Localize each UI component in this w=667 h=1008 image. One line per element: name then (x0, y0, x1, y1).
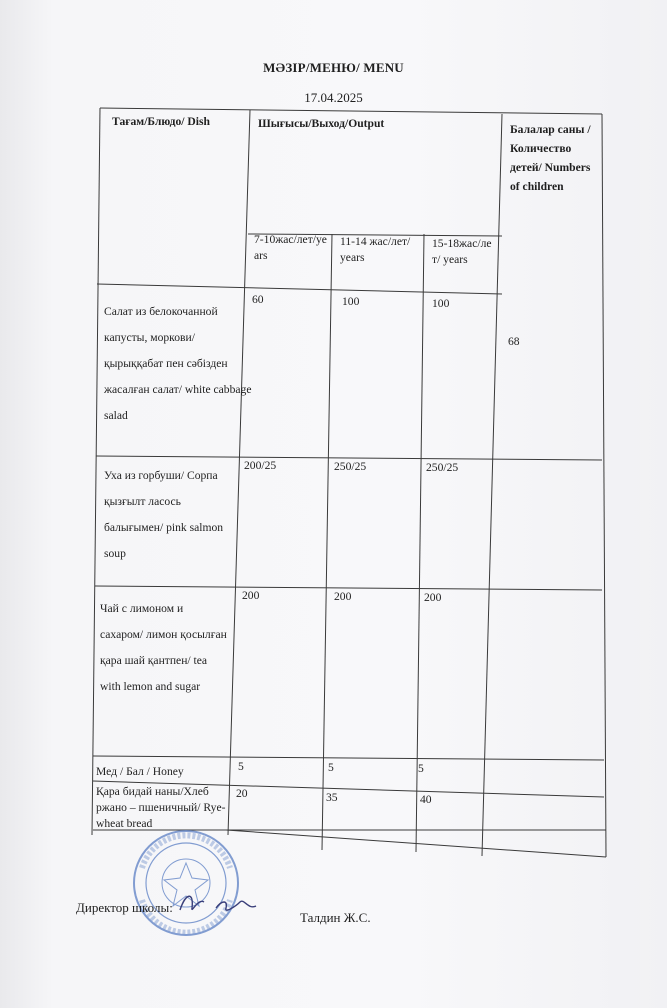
value-tea-15-18: 200 (424, 591, 442, 604)
children-count: 68 (508, 335, 520, 348)
age-group-11-14: 11-14 жас/лет/ years (340, 235, 411, 264)
dish-bread: Қара бидай наны/Хлеб ржано – пшеничный/ Rye-wheat bread (96, 785, 226, 830)
column-children-header: Балалар саны /Количество детей/ Numbers of children (510, 123, 591, 193)
dish-soup: Уха из горбуши/ Сорпа қызғылт ласось балығымен/ pink salmon soup (104, 469, 224, 560)
dish-salad: Салат из белокочанной капусты, моркови/ қырыққабат пен сәбізден жасалған салат/ white cabbage salad (104, 305, 252, 422)
title: МӘЗІР/МЕНЮ/ MENU (263, 60, 404, 75)
value-salad-15-18: 100 (432, 297, 450, 310)
director-name: Талдин Ж.С. (300, 910, 371, 925)
value-soup-7-10: 200/25 (244, 459, 277, 472)
column-dish-header: Тағам/Блюдо/ Dish (112, 115, 210, 128)
director-signature (176, 888, 266, 918)
dish-honey: Мед / Бал / Honey (96, 765, 184, 778)
value-honey-7-10: 5 (238, 760, 244, 773)
value-tea-11-14: 200 (334, 590, 352, 603)
value-bread-11-14: 35 (326, 791, 338, 804)
value-tea-7-10: 200 (242, 589, 260, 602)
value-bread-15-18: 40 (420, 793, 432, 806)
school-seal (128, 828, 244, 938)
age-group-7-10: 7-10жас/лет/years (254, 233, 327, 262)
director-label: Директор школы: (76, 900, 173, 915)
value-soup-15-18: 250/25 (426, 461, 459, 474)
value-honey-15-18: 5 (418, 762, 424, 775)
value-bread-7-10: 20 (236, 787, 248, 800)
column-output-header: Шығысы/Выход/Output (258, 117, 385, 130)
value-soup-11-14: 250/25 (334, 460, 367, 473)
date: 17.04.2025 (304, 90, 363, 105)
value-salad-7-10: 60 (252, 293, 264, 306)
dish-tea: Чай с лимоном и сахаром/ лимон қосылған қара шай қантпен/ tea with lemon and sugar (100, 602, 227, 693)
age-group-15-18: 15-18жас/лет/ years (432, 237, 492, 266)
value-honey-11-14: 5 (328, 761, 334, 774)
value-salad-11-14: 100 (342, 295, 360, 308)
